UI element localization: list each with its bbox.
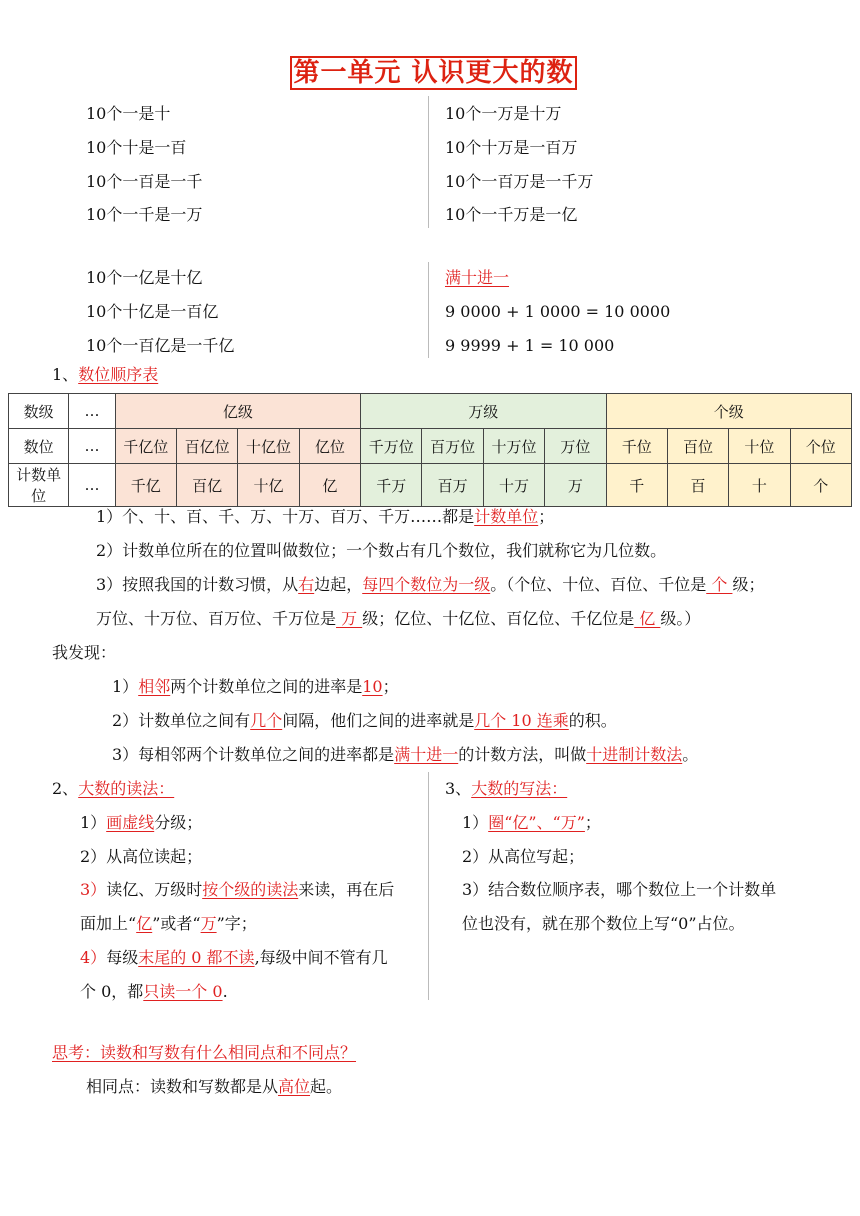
writing-line: 2）从高位写起； xyxy=(462,847,585,866)
rule-title: 满十进一 xyxy=(445,268,510,287)
place-value-table xyxy=(8,393,852,507)
place-cell: 十位 xyxy=(729,429,790,464)
fact-line: 10个一千是一万 xyxy=(86,205,203,224)
fact-line: 10个十万是一百万 xyxy=(445,138,578,157)
column-divider xyxy=(428,96,429,228)
place-cell: 千亿位 xyxy=(115,429,176,464)
place-cell: 千位 xyxy=(606,429,667,464)
note-line: 1）个、十、百、千、万、十万、百万、千万……都是计数单位； xyxy=(96,507,555,526)
think-title: 思考：读数和写数有什么相同点和不同点？ xyxy=(52,1043,357,1062)
section-number: 1、 xyxy=(52,365,79,384)
note-line: 万位、十万位、百万位、千万位是 万 级；亿位、十亿位、百亿位、千亿位是 亿 级。） xyxy=(96,609,701,628)
ellipsis-cell: … xyxy=(69,464,115,507)
writing-line: 位也没有，就在那个数位上写“0”占位。 xyxy=(462,914,745,933)
fact-line: 10个十是一百 xyxy=(86,138,187,157)
column-divider xyxy=(428,772,429,1000)
reading-line: 4）每级末尾的 0 都不读,每级中间不管有几 xyxy=(80,948,388,967)
ellipsis-cell: … xyxy=(69,429,115,464)
unit-cell: 千 xyxy=(606,464,667,507)
reading-line: 2）从高位读起； xyxy=(80,847,203,866)
table-row xyxy=(9,429,852,464)
fact-line: 10个一万是十万 xyxy=(445,104,562,123)
unit-cell: 个 xyxy=(790,464,851,507)
fact-line: 10个一是十 xyxy=(86,104,171,123)
place-cell: 十亿位 xyxy=(238,429,299,464)
place-cell: 百位 xyxy=(667,429,728,464)
place-cell: 万位 xyxy=(545,429,606,464)
row-label: 计数单位 xyxy=(9,464,69,507)
unit-cell: 亿 xyxy=(299,464,360,507)
level-cell: 亿级 xyxy=(115,394,360,429)
row-label: 数级 xyxy=(9,394,69,429)
discover-line: 3）每相邻两个计数单位之间的进率都是满十进一的计数方法，叫做十进制计数法。 xyxy=(112,745,699,764)
note-line: 3）按照我国的计数习惯，从右边起，每四个数位为一级。（个位、十位、百位、千位是 个 级； xyxy=(96,575,765,594)
equation: 9 9999 + 1 = 10 000 xyxy=(445,336,615,355)
equation: 9 0000 + 1 0000 = 10 0000 xyxy=(445,302,671,321)
discover-line: 1）相邻两个计数单位之间的进率是10； xyxy=(112,677,399,696)
fact-line: 10个一百是一千 xyxy=(86,172,203,191)
unit-cell: 百 xyxy=(667,464,728,507)
unit-cell: 十亿 xyxy=(238,464,299,507)
fact-line: 10个一百亿是一千亿 xyxy=(86,336,235,355)
writing-heading: 3、大数的写法： xyxy=(445,779,568,798)
level-cell: 个级 xyxy=(606,394,851,429)
column-divider xyxy=(428,262,429,358)
writing-line: 1）圈“亿”、“万”； xyxy=(462,813,601,832)
reading-line: 个 0，都只读一个 0. xyxy=(80,982,228,1001)
unit-cell: 十 xyxy=(729,464,790,507)
reading-line: 1）画虚线分级； xyxy=(80,813,203,832)
place-cell: 亿位 xyxy=(299,429,360,464)
unit-cell: 十万 xyxy=(483,464,544,507)
unit-cell: 万 xyxy=(545,464,606,507)
ellipsis-cell: … xyxy=(69,394,115,429)
place-cell: 百亿位 xyxy=(176,429,237,464)
fact-line: 10个一百万是一千万 xyxy=(445,172,594,191)
table-row xyxy=(9,394,852,429)
reading-heading: 2、大数的读法： xyxy=(52,779,175,798)
fact-line: 10个一亿是十亿 xyxy=(86,268,203,287)
note-line: 2）计数单位所在的位置叫做数位；一个数占有几个数位，我们就称它为几位数。 xyxy=(96,541,667,560)
writing-line: 3）结合数位顺序表，哪个数位上一个计数单 xyxy=(462,880,777,899)
unit-cell: 千亿 xyxy=(115,464,176,507)
fact-line: 10个十亿是一百亿 xyxy=(86,302,219,321)
unit-cell: 百万 xyxy=(422,464,483,507)
unit-cell: 百亿 xyxy=(176,464,237,507)
discover-label: 我发现： xyxy=(52,643,117,662)
think-answer: 相同点：读数和写数都是从高位起。 xyxy=(86,1077,343,1096)
reading-line: 面加上“亿”或者“万”字； xyxy=(80,914,257,933)
level-cell: 万级 xyxy=(361,394,606,429)
table-row xyxy=(9,464,852,507)
page-title: 第一单元 认识更大的数 xyxy=(290,56,577,90)
place-cell: 百万位 xyxy=(422,429,483,464)
row-label: 数位 xyxy=(9,429,69,464)
place-cell: 个位 xyxy=(790,429,851,464)
unit-cell: 千万 xyxy=(361,464,422,507)
place-cell: 十万位 xyxy=(483,429,544,464)
fact-line: 10个一千万是一亿 xyxy=(445,205,578,224)
reading-line: 3）读亿、万级时按个级的读法来读，再在后 xyxy=(80,880,395,899)
discover-line: 2）计数单位之间有几个间隔，他们之间的进率就是几个 10 连乘的积。 xyxy=(112,711,617,730)
section-title: 数位顺序表 xyxy=(78,365,159,384)
place-cell: 千万位 xyxy=(361,429,422,464)
section-heading xyxy=(52,365,158,385)
